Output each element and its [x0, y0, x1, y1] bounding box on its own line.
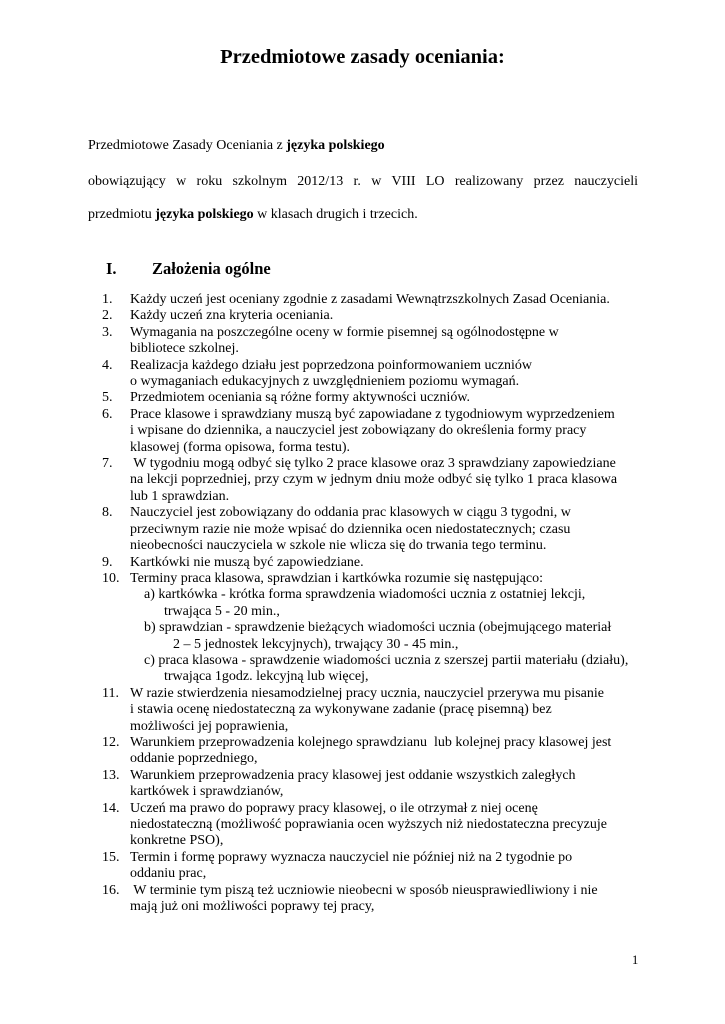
intro-line-1-prefix: Przedmiotowe Zasady Oceniania z	[88, 138, 287, 153]
list-item-number: 6.	[102, 406, 113, 422]
list-item-number: 10.	[102, 570, 120, 586]
sub-item-text: c) praca klasowa - sprawdzenie wiadomości ucznia z szerszej partii materiału (działu),	[144, 652, 629, 668]
list-item-text: lub 1 sprawdzian.	[130, 488, 230, 504]
list-item-text: Wymagania na poszczególne oceny w formie pisemnej są ogólnodostępne w	[130, 324, 559, 340]
list-item-number: 4.	[102, 357, 113, 373]
list-item-text: na lekcji poprzedniej, przy czym w jednym dniu może odbyć się tylko 1 praca klasowa	[130, 472, 618, 488]
sub-item-continuation: trwająca 5 - 20 min.,	[164, 603, 280, 619]
list-item-text: W tygodniu mogą odbyć się tylko 2 prace klasowe oraz 3 sprawdziany zapowiedziane	[130, 456, 616, 472]
list-item-text: i wpisane do dziennika, a nauczyciel jest zobowiązany do określenia formy pracy	[130, 423, 587, 439]
list-item-number: 11.	[102, 685, 119, 701]
intro-line-1	[88, 138, 638, 154]
list-item-number: 9.	[102, 554, 113, 570]
list-item-number: 12.	[102, 734, 120, 750]
list-item-text: klasowej (forma opisowa, forma testu).	[130, 439, 351, 455]
list-item-number: 14.	[102, 800, 120, 816]
list-item-text: o wymaganiach edukacyjnych z uwzględnieniem poziomu wymagań.	[130, 374, 520, 390]
intro-line-3-prefix: przedmiotu	[88, 207, 156, 222]
list-item-number: 8.	[102, 505, 113, 521]
list-item-text: W razie stwierdzenia niesamodzielnej pracy ucznia, nauczyciel przerywa mu pisanie	[130, 685, 604, 701]
list-item	[0, 456, 725, 505]
list-item-text: Uczeń ma prawo do poprawy pracy klasowej, o ile otrzymał z niej ocenę	[130, 800, 538, 816]
list-item	[0, 883, 725, 916]
list-item-number: 16.	[102, 882, 120, 898]
sub-item-continuation: trwająca 1godz. lekcyjną lub więcej,	[164, 669, 369, 685]
list-item	[0, 801, 725, 850]
list-item	[0, 358, 725, 391]
list-item-text: Warunkiem przeprowadzenia kolejnego sprawdzianu lub kolejnej pracy klasowej jest	[130, 734, 612, 750]
list-item-text: oddaniu prac,	[130, 866, 207, 882]
page-title: Przedmiotowe zasady oceniania:	[220, 46, 505, 68]
sub-item-text: a) kartkówka - krótka forma sprawdzenia wiadomości ucznia z ostatniej lekcji,	[144, 587, 586, 603]
intro-line-1-subject: języka polskiego	[286, 138, 385, 153]
section-heading	[106, 259, 271, 279]
list-item	[0, 555, 725, 571]
list-item-text: przeciwnym razie nie może wpisać do dziennika ocen niedostatecznych; czasu	[130, 521, 571, 537]
list-item-text: konkretne PSO),	[130, 833, 224, 849]
list-item-text: i stawia ocenę niedostateczną za wykonywane zadanie (pracę pisemną) bez	[130, 702, 552, 718]
section-title: Założenia ogólne	[152, 259, 271, 278]
list-item-text: niedostateczną (możliwość poprawiania ocen wyższych niż niedostateczna precyzuje	[130, 817, 607, 832]
page-number: 1	[632, 953, 639, 967]
list-item-text: mają już oni możliwości poprawy tej pracy,	[130, 899, 375, 915]
list-item	[0, 768, 725, 801]
list-item-text: nieobecności nauczyciela w szkole nie wlicza się do trwania tego terminu.	[130, 538, 547, 554]
list-item	[0, 735, 725, 768]
list-item	[0, 292, 725, 308]
intro-line-2: obowiązujący w roku szkolnym 2012/13 r. w VIII LO realizowany przez nauczycieli	[88, 174, 638, 189]
sub-item-continuation: 2 – 5 jednostek lekcyjnych), trwający 30 - 45 min.,	[173, 636, 459, 652]
list-item-number: 15.	[102, 849, 120, 865]
list-item-text: Nauczyciel jest zobowiązany do oddania prac klasowych w ciągu 3 tygodni, w	[130, 505, 571, 521]
list-item-number: 7.	[102, 456, 113, 472]
list-item-text: Kartkówki nie muszą być zapowiedziane.	[130, 554, 364, 570]
list-item-text: możliwości jej poprawienia,	[130, 718, 289, 734]
list-item-text: Warunkiem przeprowadzenia pracy klasowej jest oddanie wszystkich zaległych	[130, 767, 576, 783]
list-item-text: Każdy uczeń jest oceniany zgodnie z zasadami Wewnątrzszkolnych Zasad Oceniania.	[130, 292, 610, 307]
list-item-number: 2.	[102, 308, 113, 324]
intro-line-3-subject: języka polskiego	[155, 207, 254, 222]
list-item-text: Termin i formę poprawy wyznacza nauczyciel nie później niż na 2 tygodnie po	[130, 849, 573, 865]
list-item	[0, 571, 725, 686]
list-item-text: W terminie tym piszą też uczniowie nieobecni w sposób nieusprawiedliwiony i nie	[130, 882, 598, 898]
list-item-text: kartkówek i sprawdzianów,	[130, 784, 284, 800]
intro-line-3	[88, 207, 638, 223]
list-item	[0, 686, 725, 735]
list-item-text: oddanie poprzedniego,	[130, 751, 258, 767]
list-item	[0, 407, 725, 456]
list-item-number: 5.	[102, 390, 113, 406]
list-item-text: Przedmiotem oceniania są różne formy aktywności uczniów.	[130, 390, 471, 406]
list-item	[0, 505, 725, 554]
list-item-text: Prace klasowe i sprawdziany muszą być zapowiadane z tygodniowym wyprzedzeniem	[130, 406, 615, 422]
list-item-text: Każdy uczeń zna kryteria oceniania.	[130, 308, 334, 324]
list-item-text: bibliotece szkolnej.	[130, 341, 239, 357]
list-item	[0, 850, 725, 883]
list-item	[0, 390, 725, 406]
list-item-number: 1.	[102, 292, 113, 307]
section-number: I.	[106, 259, 117, 278]
list-item-number: 13.	[102, 767, 120, 783]
rules-list	[0, 292, 725, 915]
list-item	[0, 325, 725, 358]
list-item-text: Realizacja każdego działu jest poprzedzona poinformowaniem uczniów	[130, 357, 532, 373]
list-item-number: 3.	[102, 324, 113, 340]
list-item-text: Terminy praca klasowa, sprawdzian i kartkówka rozumie się następująco:	[130, 570, 544, 586]
list-item	[0, 308, 725, 324]
intro-line-3-suffix: w klasach drugich i trzecich.	[253, 207, 418, 222]
sub-item-text: b) sprawdzian - sprawdzenie bieżących wiadomości ucznia (obejmującego materiał	[144, 620, 612, 636]
